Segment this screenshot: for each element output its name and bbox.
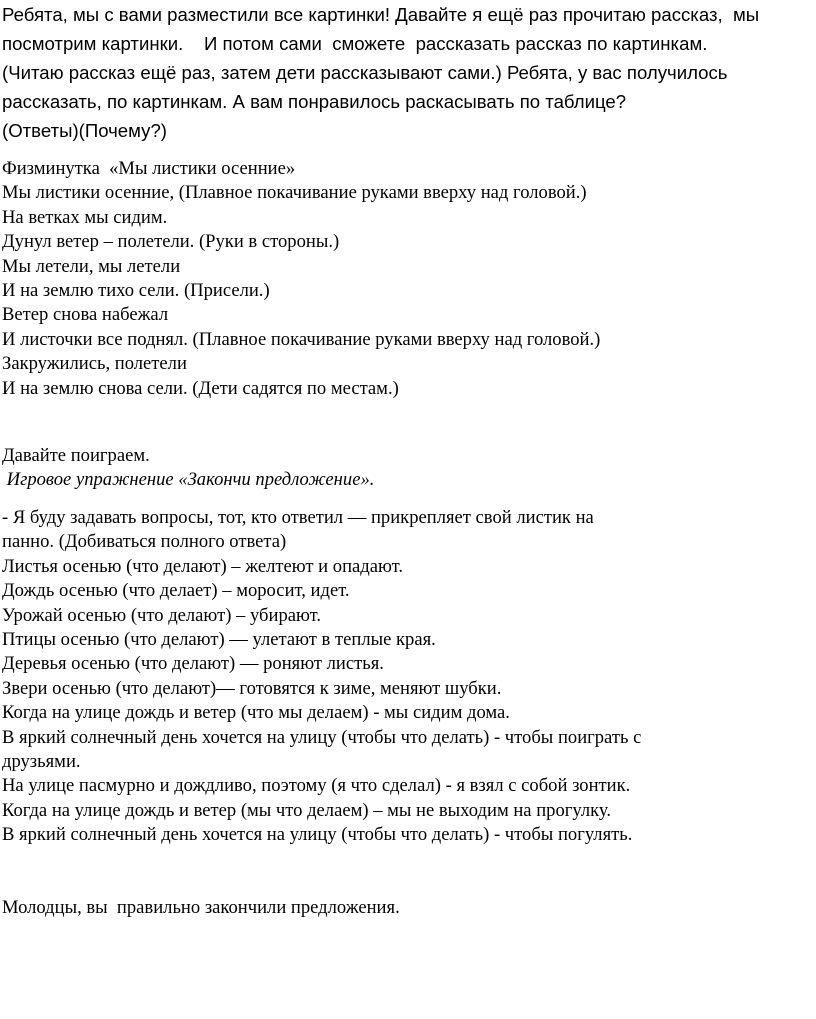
question-line: Птицы осенью (что делают) — улетают в теплые края. <box>2 629 436 651</box>
game-questions-section <box>2 506 812 848</box>
question-line: Звери осенью (что делают)— готовятся к зиме, меняют шубки. <box>2 677 502 699</box>
question-line: панно. (Добиваться полного ответа) <box>2 531 287 553</box>
intro-paragraph <box>2 0 812 145</box>
poem-line: Мы летели, мы летели <box>2 255 181 277</box>
game-intro: Давайте поиграем. <box>2 445 150 466</box>
question-line: Урожай осенью (что делают) – убирают. <box>2 604 322 626</box>
game-intro-section <box>2 444 812 493</box>
question-line: В яркий солнечный день хочется на улицу (чтобы что делать) - чтобы погулять. <box>2 824 633 846</box>
poem-line: Ветер снова набежал <box>2 304 169 326</box>
intro-line: рассказать, по картинкам. А вам понравилось раскасывать по таблице? <box>2 91 627 112</box>
poem-line: Закружились, полетели <box>2 353 187 375</box>
intro-line: посмотрим картинки. И потом сами сможете рассказать рассказ по картинкам. <box>2 33 708 54</box>
exercise-title: Игровое упражнение «Закончи предложение». <box>2 469 375 491</box>
question-line: В яркий солнечный день хочется на улицу (чтобы что делать) - чтобы поиграть с <box>2 726 642 748</box>
poem-line: И листочки все поднял. (Плавное покачивание руками вверху над головой.) <box>2 328 601 350</box>
poem-line: Дунул ветер – полетели. (Руки в стороны.) <box>2 231 340 253</box>
intro-line: Ребята, мы с вами разместили все картинки! Давайте я ещё раз прочитаю рассказ, мы <box>2 4 760 25</box>
question-line: Деревья осенью (что делают) — роняют листья. <box>2 653 384 675</box>
question-line: Листья осенью (что делают) – желтеют и опадают. <box>2 555 404 577</box>
physminute-title: Физминутка «Мы листики осенние» <box>2 158 296 179</box>
poem-line: На ветках мы сидим. <box>2 206 168 228</box>
question-line: - Я буду задавать вопросы, тот, кто ответил — прикрепляет свой листик на <box>2 507 594 528</box>
poem-line: И на землю снова сели. (Дети садятся по местам.) <box>2 377 399 399</box>
physminute-section <box>2 157 812 401</box>
intro-line: (Читаю рассказ ещё раз, затем дети рассказывают сами.) Ребята, у вас получилось <box>2 62 728 83</box>
poem-line: Мы листики осенние, (Плавное покачивание руками вверху над головой.) <box>2 182 587 204</box>
question-line: Когда на улице дождь и ветер (мы что делаем) – мы не выходим на прогулку. <box>2 799 611 821</box>
closing-line: Молодцы, вы правильно закончили предложения. <box>2 897 400 918</box>
question-line: Когда на улице дождь и ветер (что мы делаем) - мы сидим дома. <box>2 702 510 724</box>
closing-section <box>2 896 812 920</box>
poem-line: И на землю тихо сели. (Присели.) <box>2 280 270 302</box>
question-line: На улице пасмурно и дождливо, поэтому (я что сделал) - я взял с собой зонтик. <box>2 775 631 797</box>
question-line: друзьями. <box>2 751 81 773</box>
question-line: Дождь осенью (что делает) – моросит, идет. <box>2 580 350 602</box>
intro-line: (Ответы)(Почему?) <box>2 120 167 141</box>
